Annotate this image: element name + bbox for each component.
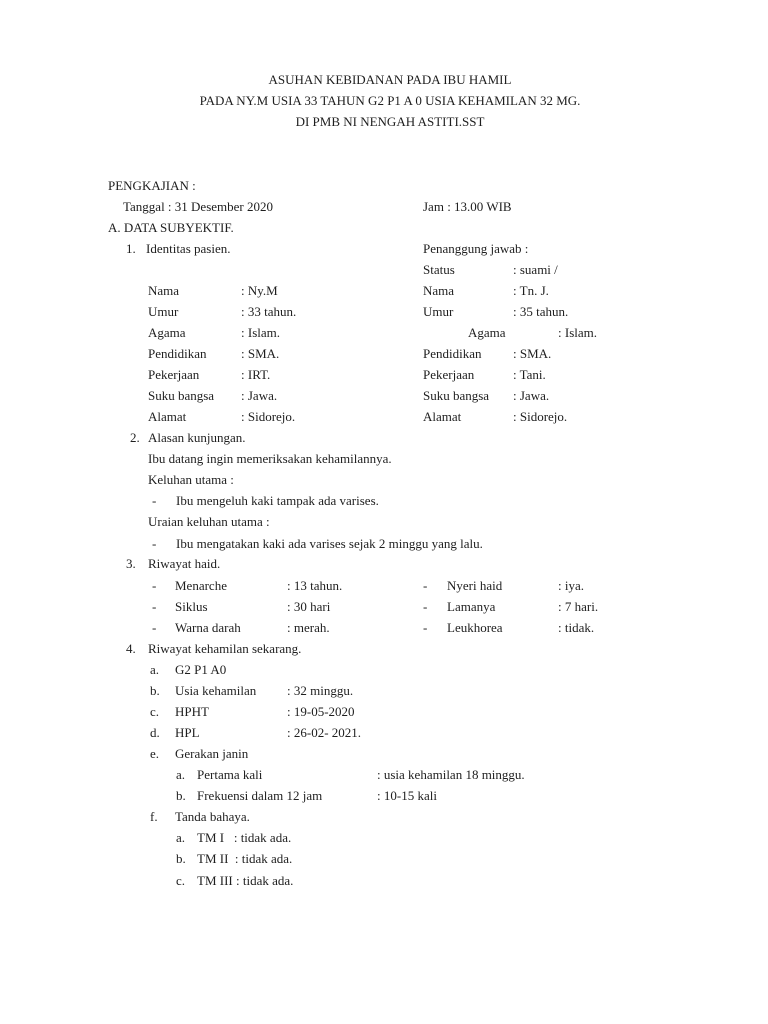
bullet-dash: -: [152, 536, 157, 551]
patient-field-label: Suku bangsa: [148, 388, 215, 403]
menstrual-field-value: : 30 hari: [287, 599, 331, 614]
menstrual-field-value: : tidak.: [558, 620, 595, 635]
document-location: DI PMB NI NENGAH ASTITI.SST: [295, 114, 485, 129]
patient-field-value: : 33 tahun.: [241, 304, 297, 319]
sublist-key: f.: [150, 809, 158, 824]
menstrual-field-label: Menarche: [175, 578, 227, 593]
list-number: 3.: [126, 556, 136, 571]
patient-field-value: : Jawa.: [241, 388, 278, 403]
patient-field-label: Pendidikan: [148, 346, 207, 361]
movement-field-label: Pertama kali: [197, 767, 263, 782]
obstetric-formula: G2 P1 A0: [175, 662, 227, 677]
guardian-field-label: Alamat: [423, 409, 462, 424]
menstrual-field-label: Lamanya: [447, 599, 496, 614]
sublist-key: a.: [176, 830, 186, 845]
complaint-detail: Ibu mengatakan kaki ada varises sejak 2 minggu yang lalu.: [176, 536, 483, 551]
menstrual-field-label: Nyeri haid: [447, 578, 503, 593]
pregnancy-field-label: HPL: [175, 725, 200, 740]
bullet-dash: -: [152, 620, 157, 635]
patient-field-value: : Islam.: [241, 325, 280, 340]
menstrual-field-value: : 13 tahun.: [287, 578, 343, 593]
identity-heading: Identitas pasien.: [146, 241, 231, 256]
visit-heading: Alasan kunjungan.: [148, 430, 246, 445]
pregnancy-field-value: : 26-02- 2021.: [287, 725, 362, 740]
bullet-dash: -: [152, 493, 157, 508]
guardian-field-label: Pekerjaan: [423, 367, 475, 382]
assessment-date: Tanggal : 31 Desember 2020: [123, 199, 273, 214]
guardian-field-label: Agama: [468, 325, 506, 340]
danger-sign: TM I : tidak ada.: [197, 830, 292, 845]
main-complaint: Ibu mengeluh kaki tampak ada varises.: [176, 493, 379, 508]
sublist-key: a.: [176, 767, 186, 782]
main-complaint-label: Keluhan utama :: [148, 472, 234, 487]
patient-field-value: : Ny.M: [241, 283, 278, 298]
sublist-key: b.: [176, 788, 186, 803]
menstrual-field-value: : iya.: [558, 578, 584, 593]
sublist-key: b.: [150, 683, 160, 698]
guardian-field-label: Umur: [423, 304, 454, 319]
guardian-field-value: : Islam.: [558, 325, 597, 340]
bullet-dash: -: [423, 599, 428, 614]
assessment-time: Jam : 13.00 WIB: [423, 199, 512, 214]
guardian-field-label: Suku bangsa: [423, 388, 490, 403]
bullet-dash: -: [423, 620, 428, 635]
guardian-field-value: : Jawa.: [513, 388, 550, 403]
guardian-status-label: Status: [423, 262, 455, 277]
document-subtitle: PADA NY.M USIA 33 TAHUN G2 P1 A 0 USIA KEHAMILAN 32 MG.: [199, 93, 581, 108]
guardian-field-label: Nama: [423, 283, 455, 298]
guardian-field-label: Pendidikan: [423, 346, 482, 361]
pregnancy-heading: Riwayat kehamilan sekarang.: [148, 641, 302, 656]
guardian-field-value: : SMA.: [513, 346, 552, 361]
guardian-field-value: : Tn. J.: [513, 283, 549, 298]
section-heading: A. DATA SUBYEKTIF.: [108, 220, 234, 235]
menstrual-field-label: Siklus: [175, 599, 208, 614]
patient-field-value: : IRT.: [241, 367, 271, 382]
menstrual-field-label: Leukhorea: [447, 620, 503, 635]
sublist-key: e.: [150, 746, 160, 761]
menstrual-field-label: Warna darah: [175, 620, 241, 635]
movement-field-value: : usia kehamilan 18 minggu.: [377, 767, 525, 782]
sublist-key: a.: [150, 662, 160, 677]
pregnancy-field-label: Usia kehamilan: [175, 683, 257, 698]
menstrual-field-value: : 7 hari.: [558, 599, 599, 614]
danger-sign: TM II : tidak ada.: [197, 851, 293, 866]
danger-heading: Tanda bahaya.: [175, 809, 250, 824]
pregnancy-field-label: Gerakan janin: [175, 746, 249, 761]
pregnancy-field-label: HPHT: [175, 704, 209, 719]
guardian-field-value: : Tani.: [513, 367, 546, 382]
menstrual-heading: Riwayat haid.: [148, 556, 221, 571]
sublist-key: b.: [176, 851, 186, 866]
danger-sign: TM III : tidak ada.: [197, 873, 294, 888]
list-number: 1.: [126, 241, 136, 256]
sublist-key: d.: [150, 725, 160, 740]
list-number: 4.: [126, 641, 136, 656]
patient-field-value: : Sidorejo.: [241, 409, 296, 424]
movement-field-value: : 10-15 kali: [377, 788, 437, 803]
document-title: ASUHAN KEBIDANAN PADA IBU HAMIL: [268, 72, 512, 87]
bullet-dash: -: [152, 599, 157, 614]
sublist-key: c.: [150, 704, 160, 719]
visit-reason: Ibu datang ingin memeriksakan kehamilannya.: [148, 451, 392, 466]
guardian-field-value: : Sidorejo.: [513, 409, 568, 424]
sublist-key: c.: [176, 873, 186, 888]
patient-field-label: Nama: [148, 283, 180, 298]
bullet-dash: -: [152, 578, 157, 593]
patient-field-label: Umur: [148, 304, 179, 319]
bullet-dash: -: [423, 578, 428, 593]
menstrual-field-value: : merah.: [287, 620, 330, 635]
list-number: 2.: [130, 430, 140, 445]
guardian-heading: Penanggung jawab :: [423, 241, 529, 256]
movement-field-label: Frekuensi dalam 12 jam: [197, 788, 323, 803]
pregnancy-field-value: : 19-05-2020: [287, 704, 355, 719]
guardian-field-value: : 35 tahun.: [513, 304, 569, 319]
assessment-title: PENGKAJIAN :: [108, 178, 196, 193]
guardian-status-value: : suami /: [513, 262, 558, 277]
patient-field-label: Pekerjaan: [148, 367, 200, 382]
complaint-detail-label: Uraian keluhan utama :: [148, 514, 270, 529]
patient-field-value: : SMA.: [241, 346, 280, 361]
patient-field-label: Agama: [148, 325, 186, 340]
patient-field-label: Alamat: [148, 409, 187, 424]
pregnancy-field-value: : 32 minggu.: [287, 683, 354, 698]
